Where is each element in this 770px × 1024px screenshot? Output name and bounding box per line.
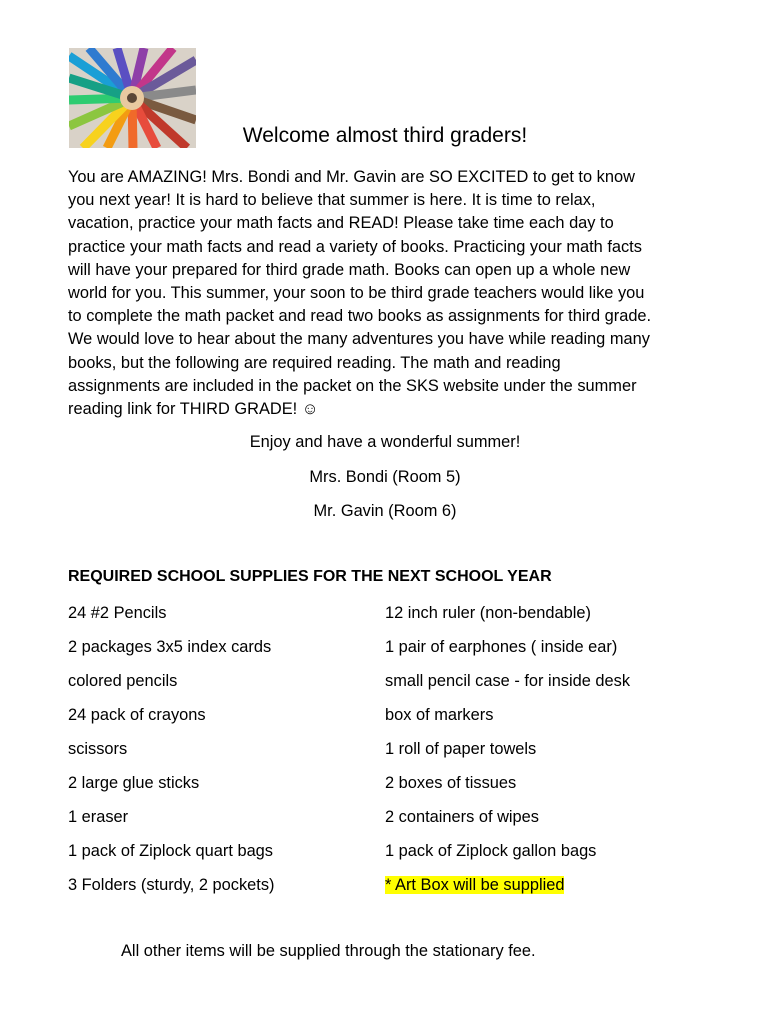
supply-item: 24 #2 Pencils (68, 604, 167, 622)
supply-item: 2 large glue sticks (68, 774, 200, 792)
supply-item: 2 containers of wipes (385, 808, 539, 826)
page-title: Welcome almost third graders! (242, 124, 528, 147)
supply-item: 3 Folders (sturdy, 2 pockets) (68, 876, 275, 894)
supply-item: 2 boxes of tissues (385, 774, 517, 792)
footer-note: All other items will be supplied through the stationary fee. (121, 942, 536, 960)
supply-item: box of markers (385, 706, 494, 724)
supply-item: 1 pack of Ziplock gallon bags (385, 842, 597, 860)
supply-item: 1 eraser (68, 808, 129, 826)
supply-item-highlighted (385, 874, 630, 908)
supplies-left-column (68, 602, 274, 908)
supply-item: 1 pair of earphones ( inside ear) (385, 638, 618, 656)
supplies-heading: REQUIRED SCHOOL SUPPLIES FOR THE NEXT SCHOOL YEAR (68, 568, 552, 585)
supply-item: 1 pack of Ziplock quart bags (68, 842, 273, 860)
supply-item: 2 packages 3x5 index cards (68, 638, 272, 656)
supply-item: scissors (68, 740, 128, 758)
supply-item: 1 roll of paper towels (385, 740, 537, 758)
supply-item: 24 pack of crayons (68, 706, 206, 724)
signature-gavin: Mr. Gavin (Room 6) (313, 502, 457, 520)
intro-paragraph: You are AMAZING! Mrs. Bondi and Mr. Gavin are SO EXCITED to get to know you next year! It is hard to believe that summer is here. It is time to relax, vacation, practice your math facts and READ! Please take time each day to practice your math facts and read a variety of books. Practicing your math facts will have your prepared for third grade math. Books can open up a whole new world for you. This summer, your soon to be third grade teachers would like you to complete the math packet and read two books as assignments for third grade. We would love to hear about the many adventures you have while reading many books, but the following are required reading. The math and reading assignments are included in the packet on the SKS website under the summer reading link for THIRD GRADE! ☺ (68, 168, 652, 419)
supply-item: small pencil case - for inside desk (385, 672, 631, 690)
supplies-right-column (385, 602, 630, 908)
signature-bondi: Mrs. Bondi (Room 5) (309, 468, 461, 486)
art-box-note: * Art Box will be supplied (385, 876, 565, 894)
closing-line: Enjoy and have a wonderful summer! (249, 433, 521, 451)
supply-item: colored pencils (68, 672, 178, 690)
supply-item: 12 inch ruler (non-bendable) (385, 604, 591, 622)
